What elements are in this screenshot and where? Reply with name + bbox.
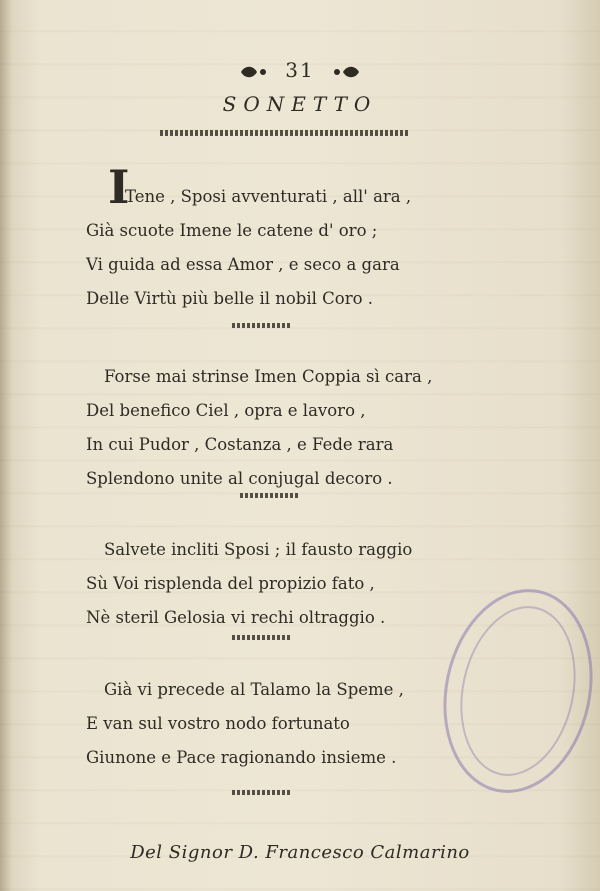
author-signature: Del Signor D. Francesco Calmarino bbox=[130, 842, 470, 863]
title-divider bbox=[160, 130, 410, 136]
verse-line: E van sul vostro nodo fortunato bbox=[86, 714, 350, 733]
verse-line: Del benefico Ciel , opra e lavoro , bbox=[86, 401, 366, 420]
verse-line: Salvete incliti Sposi ; il fausto raggio bbox=[104, 540, 413, 559]
stanza-2 bbox=[0, 360, 600, 496]
right-ornament-icon bbox=[331, 64, 361, 80]
verse-line: Tene , Sposi avventurati , all' ara , bbox=[125, 187, 412, 206]
page-header bbox=[0, 58, 600, 82]
verse-line: Nè steril Gelosia vi rechi oltraggio . bbox=[86, 608, 386, 627]
stanza-divider bbox=[232, 790, 292, 795]
left-ornament-icon bbox=[239, 64, 269, 80]
verse-line: Già vi precede al Talamo la Speme , bbox=[104, 680, 404, 699]
verse-line: Vi guida ad essa Amor , e seco a gara bbox=[86, 255, 400, 274]
stanza-1 bbox=[0, 180, 600, 316]
poem-title: SONETTO bbox=[222, 92, 378, 116]
stanza-divider bbox=[232, 635, 292, 640]
stanza-divider bbox=[232, 323, 292, 328]
page-number: 31 bbox=[285, 58, 315, 82]
verse-line: Giunone e Pace ragionando insieme . bbox=[86, 748, 397, 767]
stanza-divider bbox=[240, 493, 300, 498]
verse-line: Splendono unite al conjugal decoro . bbox=[86, 469, 393, 488]
dropcap-letter: I bbox=[108, 160, 130, 214]
verse-line: In cui Pudor , Costanza , e Fede rara bbox=[86, 435, 394, 454]
verse-line: Forse mai strinse Imen Coppia sì cara , bbox=[104, 367, 433, 386]
verse-line: Già scuote Imene le catene d' oro ; bbox=[86, 221, 378, 240]
verse-line: Sù Voi risplenda del propizio fato , bbox=[86, 574, 375, 593]
verse-line: Delle Virtù più belle il nobil Coro . bbox=[86, 289, 374, 308]
